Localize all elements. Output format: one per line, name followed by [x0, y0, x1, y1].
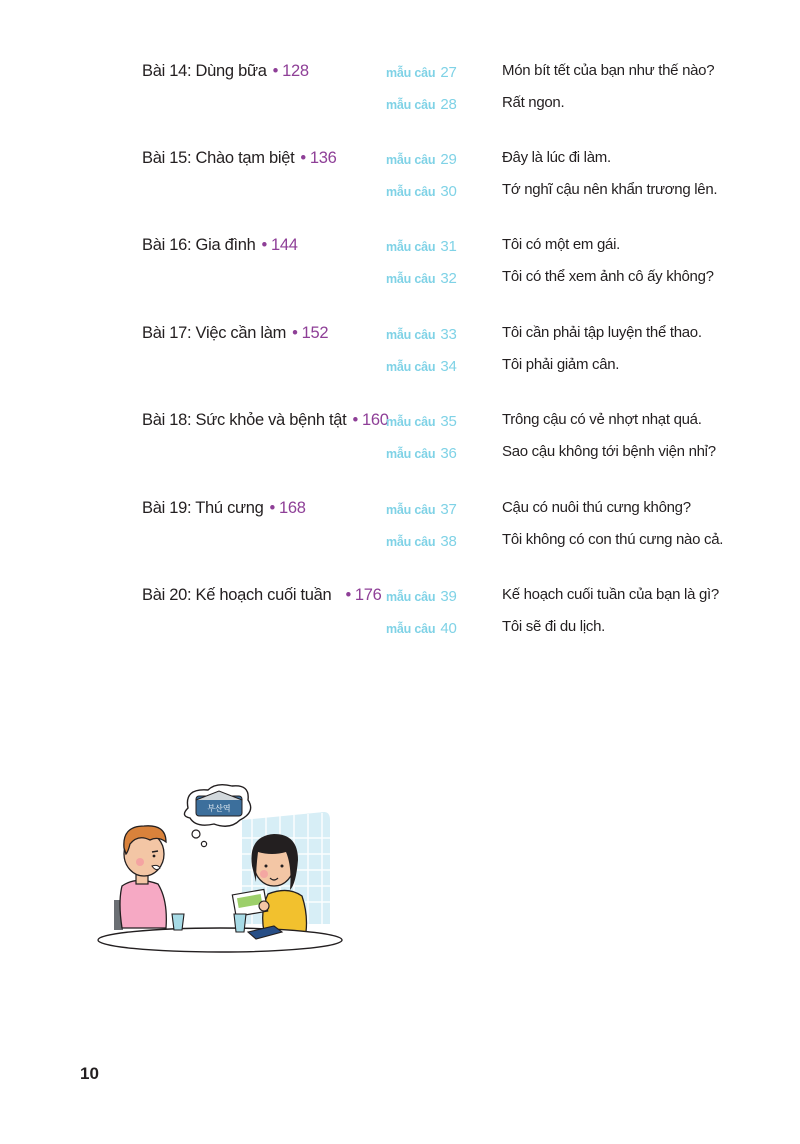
pattern-sentence: Sao cậu không tới bệnh viện nhỉ? [502, 443, 716, 460]
pattern-row [0, 618, 800, 640]
lesson-page-number: 168 [279, 499, 306, 517]
pattern-sentence: Trông cậu có vẻ nhợt nhạt quá. [502, 411, 702, 428]
lesson-page-number: 128 [282, 62, 309, 80]
pattern-number: 30 [440, 183, 457, 200]
pattern-sentence: Tôi sẽ đi du lịch. [502, 618, 605, 635]
thought-bubble [184, 785, 250, 847]
lesson-14 [0, 62, 800, 132]
pattern-row [0, 411, 800, 433]
pattern-number: 28 [440, 96, 457, 113]
pattern-label: mẫu câu 30 [386, 183, 457, 200]
pattern-row [0, 94, 800, 116]
pattern-sentence: Tôi có thể xem ảnh cô ấy không? [502, 268, 714, 285]
bullet: • [272, 62, 279, 80]
pattern-sentence: Tớ nghĩ cậu nên khẩn trương lên. [502, 181, 718, 198]
pattern-number: 36 [440, 445, 457, 462]
pattern-row [0, 443, 800, 465]
pattern-sentence: Tôi có một em gái. [502, 236, 620, 253]
lesson-17 [0, 324, 800, 394]
pattern-number: 33 [440, 326, 457, 343]
lesson-15 [0, 149, 800, 219]
pattern-sentence: Tôi không có con thú cưng nào cả. [502, 531, 724, 548]
pattern-row [0, 149, 800, 171]
pattern-sentence: Đây là lúc đi làm. [502, 149, 611, 166]
pattern-label: mẫu câu 40 [386, 620, 457, 637]
pattern-number: 35 [440, 413, 457, 430]
lesson-name: Bài 18: Sức khỏe và bệnh tật [142, 411, 347, 429]
page-number: 10 [80, 1064, 99, 1083]
pattern-number: 34 [440, 358, 457, 375]
pattern-label: mẫu câu 27 [386, 64, 457, 81]
bullet: • [345, 586, 351, 604]
lesson-20 [0, 586, 800, 656]
pattern-sentence: Tôi cần phải tập luyện thể thao. [502, 324, 702, 341]
bullet: • [269, 499, 276, 517]
pattern-label: mẫu câu 33 [386, 326, 457, 343]
pattern-row [0, 324, 800, 346]
lesson-name: Bài 19: Thú cưng [142, 499, 264, 517]
pattern-row [0, 499, 800, 521]
bullet: • [352, 411, 358, 429]
pattern-row [0, 181, 800, 203]
pattern-label: mẫu câu 34 [386, 358, 457, 375]
glass-right [234, 914, 246, 932]
pattern-label: mẫu câu 36 [386, 445, 457, 462]
lesson-page-number: 160 [361, 411, 389, 429]
pattern-label: mẫu câu 29 [386, 151, 457, 168]
bullet: • [261, 236, 268, 254]
pattern-number: 31 [440, 238, 457, 255]
lesson-page-number: 144 [271, 236, 298, 254]
pattern-number: 40 [440, 620, 457, 637]
pattern-label: mẫu câu 37 [386, 501, 457, 518]
lesson-page-number: 136 [309, 149, 337, 167]
pattern-number: 27 [440, 64, 457, 81]
lesson-page-number: 152 [301, 324, 329, 342]
pattern-number: 39 [440, 588, 457, 605]
bubble-sign-text: 부산역 [207, 804, 231, 813]
glass-left [172, 914, 184, 930]
lesson-18 [0, 411, 800, 481]
pattern-sentence: Cậu có nuôi thú cưng không? [502, 499, 691, 516]
bullet: • [292, 324, 298, 342]
pattern-number: 37 [440, 501, 457, 518]
pattern-sentence: Tôi phải giảm cân. [502, 356, 620, 373]
pattern-number: 29 [440, 151, 457, 168]
pattern-number: 32 [440, 270, 457, 287]
pattern-row [0, 356, 800, 378]
pattern-label: mẫu câu 35 [386, 413, 457, 430]
pattern-label: mẫu câu 38 [386, 533, 457, 550]
lesson-name: Bài 16: Gia đình [142, 236, 256, 254]
pattern-row [0, 586, 800, 608]
lesson-16 [0, 236, 800, 306]
pattern-sentence: Rất ngon. [502, 94, 565, 111]
table-top [98, 928, 342, 952]
pattern-sentence: Kế hoạch cuối tuần của bạn là gì? [502, 586, 719, 603]
pattern-label: mẫu câu 31 [386, 238, 457, 255]
pattern-label: mẫu câu 39 [386, 588, 457, 605]
lesson-19 [0, 499, 800, 569]
pattern-row [0, 236, 800, 258]
pattern-row [0, 268, 800, 290]
pattern-row [0, 531, 800, 553]
pattern-label: mẫu câu 32 [386, 270, 457, 287]
man-figure [114, 826, 166, 930]
lesson-page-number: 176 [354, 586, 382, 604]
lesson-name: Bài 14: Dùng bữa [142, 62, 267, 80]
pattern-number: 38 [440, 533, 457, 550]
lesson-name: Bài 15: Chào tạm biệt [142, 149, 295, 167]
pattern-sentence: Món bít tết của bạn như thế nào? [502, 62, 715, 79]
pattern-row [0, 62, 800, 84]
conversation-illustration [92, 782, 348, 954]
lesson-name: Bài 20: Kế hoạch cuối tuần [142, 586, 332, 604]
lesson-name: Bài 17: Việc cần làm [142, 324, 287, 342]
bullet: • [300, 149, 306, 167]
pattern-label: mẫu câu 28 [386, 96, 457, 113]
